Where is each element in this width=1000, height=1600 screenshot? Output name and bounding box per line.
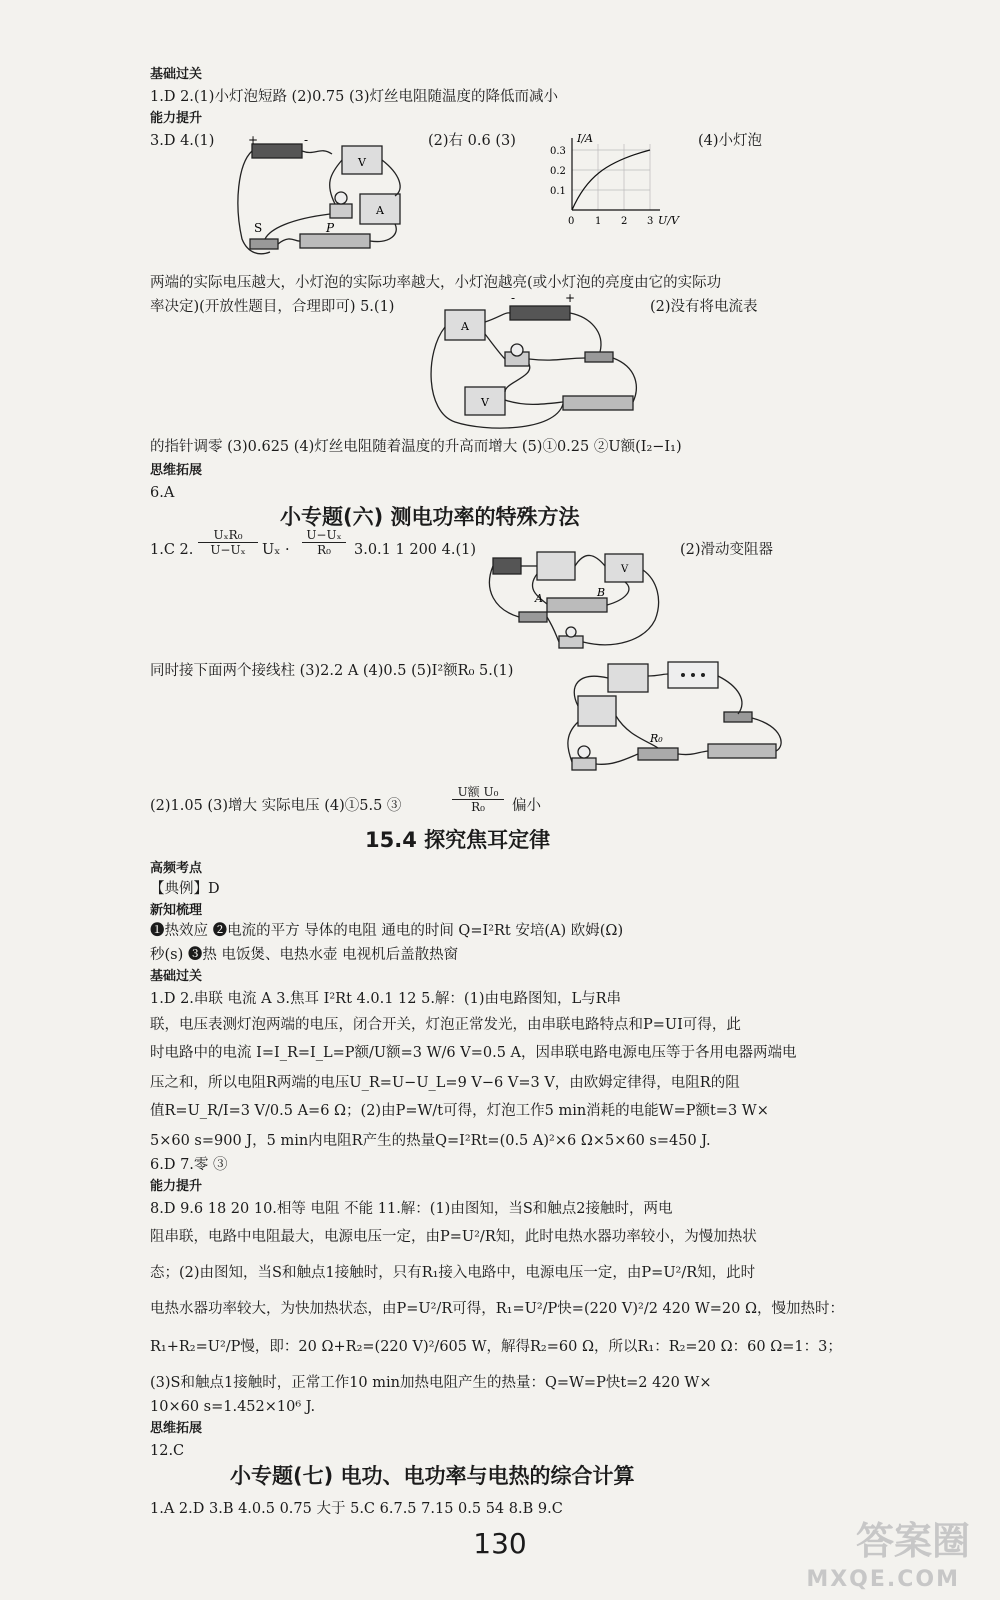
answer-line: 联，电压表测灯泡两端的电压，闭合开关，灯泡正常发光，由串联电路特点和P=UI可得，此 bbox=[150, 1017, 741, 1033]
answer-line: 12.C bbox=[150, 1443, 185, 1459]
answer-line: 电热水器功率较大，为快加热状态，由P=U²/R可得，R₁=U²/P快=(220 V)²/2 420 W=20 Ω，慢加热时： bbox=[150, 1301, 844, 1317]
fraction-denominator: R₀ bbox=[471, 800, 485, 814]
answer-line: 1.D 2.串联 电流 A 3.焦耳 I²Rt 4.0.1 12 5.解：(1)由电路图知，L与R串 bbox=[150, 991, 622, 1007]
answer-line: (2)1.05 (3)增大 实际电压 (4)①5.5 ③ bbox=[150, 798, 402, 814]
heading-basic: 基础过关 bbox=[150, 67, 203, 82]
y-tick: 0.1 bbox=[550, 186, 566, 197]
terminal-b-label: B bbox=[597, 586, 606, 599]
answer-line: 压之和，所以电阻R两端的电压U_R=U−U_L=9 V−6 V=3 V，由欧姆定律得，电阻R的阻 bbox=[150, 1075, 740, 1091]
plus-sign: + bbox=[565, 292, 576, 305]
page-number: 130 bbox=[473, 1527, 527, 1560]
fraction bbox=[302, 528, 346, 557]
answer-line: 【典例】D bbox=[150, 881, 220, 897]
circuit-diagram-2 bbox=[425, 292, 645, 434]
heading-basic: 基础过关 bbox=[150, 969, 203, 984]
answer-line: 两端的实际电压越大，小灯泡的实际功率越大，小灯泡越亮(或小灯泡的亮度由它的实际功 bbox=[150, 275, 722, 291]
slider-label: P bbox=[326, 221, 335, 235]
ammeter-label: A bbox=[376, 204, 384, 217]
heading-thinking: 思维拓展 bbox=[150, 1421, 203, 1436]
y-axis-label: I/A bbox=[577, 132, 593, 145]
answer-line: 同时接下面两个接线柱 (3)2.2 A (4)0.5 (5)I²额R₀ 5.(1) bbox=[150, 663, 514, 679]
answer-line: 3.D 4.(1) bbox=[150, 133, 215, 149]
answer-line: 的指针调零 (3)0.625 (4)灯丝电阻随着温度的升高而增大 (5)①0.25 ②U额(I₂−I₁) bbox=[150, 439, 682, 455]
circuit-diagram-1 bbox=[230, 134, 415, 264]
resistor-label: R₀ bbox=[650, 732, 663, 745]
watermark-url: MXQE.COM bbox=[806, 1567, 960, 1592]
answer-line: 10×60 s=1.452×10⁶ J. bbox=[150, 1399, 316, 1415]
answer-line: (3)S和触点1接触时，正常工作10 min加热电阻产生的热量：Q=W=P快t=2 420 W× bbox=[150, 1375, 712, 1391]
answer-line: 6.A bbox=[150, 485, 175, 501]
watermark-logo: 答案圈 bbox=[855, 1519, 970, 1563]
fraction-numerator: U额 U₀ bbox=[452, 785, 504, 800]
switch-label: S bbox=[254, 221, 263, 235]
answer-line: R₁+R₂=U²/P慢，即：20 Ω+R₂=(220 V)²/605 W，解得R₂=60 Ω，所以R₁：R₂=20 Ω：60 Ω=1：3； bbox=[150, 1339, 842, 1355]
iu-graph bbox=[550, 130, 680, 230]
answer-line: (2)右 0.6 (3) bbox=[428, 133, 516, 149]
minus-sign: - bbox=[511, 292, 516, 305]
answer-line: (2)滑动变阻器 bbox=[680, 542, 774, 558]
fraction bbox=[198, 528, 258, 557]
voltmeter-label: V bbox=[481, 396, 489, 409]
circuit-diagram-3 bbox=[485, 540, 665, 658]
answer-line: 秒(s) ❸热 电饭煲、电热水壶 电视机后盖散热窗 bbox=[150, 947, 459, 963]
section-title: 小专题(六) 测电功率的特殊方法 bbox=[280, 505, 580, 529]
plus-sign: + bbox=[248, 134, 259, 147]
answer-line: 8.D 9.6 18 20 10.相等 电阻 不能 11.解：(1)由图知，当S和触点2接触时，两电 bbox=[150, 1201, 673, 1217]
heading-new-knowledge: 新知梳理 bbox=[150, 903, 203, 918]
ammeter-label: A bbox=[461, 320, 469, 333]
answer-line: 阻串联，电路中电阻最大，电源电压一定，由P=U²/R知，此时电热水器功率较小，为慢加热状 bbox=[150, 1229, 757, 1245]
fraction-denominator: U−Uₓ bbox=[210, 543, 246, 557]
answer-line: ❶热效应 ❷电流的平方 导体的电阻 通电的时间 Q=I²Rt 安培(A) 欧姆(Ω) bbox=[150, 923, 624, 939]
heading-frequent: 高频考点 bbox=[150, 861, 203, 876]
answer-line: 率决定)(开放性题目，合理即可) 5.(1) bbox=[150, 299, 395, 315]
answer-line: 时电路中的电流 I=I_R=I_L=P额/U额=3 W/6 V=0.5 A，因串联电路电源电压等于各用电器两端电 bbox=[150, 1045, 797, 1061]
circuit-diagram-4 bbox=[558, 656, 790, 786]
answer-line: 3.0.1 1 200 4.(1) bbox=[354, 542, 476, 558]
x-tick: 1 bbox=[595, 216, 602, 227]
answer-line: 1.C 2. bbox=[150, 542, 194, 558]
fraction-numerator: UₓR₀ bbox=[198, 528, 258, 543]
answer-line: (4)小灯泡 bbox=[698, 133, 763, 149]
terminal-a-label: A bbox=[535, 592, 543, 605]
section-title: 小专题(七) 电功、电功率与电热的综合计算 bbox=[230, 1464, 635, 1488]
heading-ability: 能力提升 bbox=[150, 1179, 203, 1194]
answer-line: 1.D 2.(1)小灯泡短路 (2)0.75 (3)灯丝电阻随温度的降低而减小 bbox=[150, 89, 559, 105]
voltmeter-label: V bbox=[621, 564, 629, 575]
answer-line: 5×60 s=900 J，5 min内电阻R产生的热量Q=I²Rt=(0.5 A)²×6 Ω×5×60 s=450 J. bbox=[150, 1133, 711, 1149]
answer-line: 6.D 7.零 ③ bbox=[150, 1157, 228, 1173]
answer-line: Uₓ · bbox=[262, 542, 290, 558]
answer-line: 态；(2)由图知，当S和触点1接触时，只有R₁接入电路中，电源电压一定，由P=U²/R知，此时 bbox=[150, 1265, 756, 1281]
heading-ability: 能力提升 bbox=[150, 111, 203, 126]
minus-sign: - bbox=[304, 134, 309, 147]
x-tick: 3 bbox=[647, 216, 654, 227]
section-title: 15.4 探究焦耳定律 bbox=[365, 828, 551, 852]
answer-line: 1.A 2.D 3.B 4.0.5 0.75 大于 5.C 6.7.5 7.15 0.5 54 8.B 9.C bbox=[150, 1501, 563, 1517]
answer-line: (2)没有将电流表 bbox=[650, 299, 758, 315]
y-tick: 0.2 bbox=[550, 166, 566, 177]
x-tick: 2 bbox=[621, 216, 628, 227]
voltmeter-label: V bbox=[358, 156, 366, 169]
answer-line: 值R=U_R/I=3 V/0.5 A=6 Ω；(2)由P=W/t可得，灯泡工作5 min消耗的电能W=P额t=3 W× bbox=[150, 1103, 769, 1119]
answer-line: 偏小 bbox=[512, 798, 541, 814]
x-tick: 0 bbox=[568, 216, 575, 227]
fraction bbox=[452, 785, 504, 814]
y-tick: 0.3 bbox=[550, 146, 566, 157]
fraction-denominator: R₀ bbox=[317, 543, 331, 557]
heading-thinking: 思维拓展 bbox=[150, 463, 203, 478]
x-axis-label: U/V bbox=[658, 214, 679, 227]
fraction-numerator: U−Uₓ bbox=[302, 528, 346, 543]
